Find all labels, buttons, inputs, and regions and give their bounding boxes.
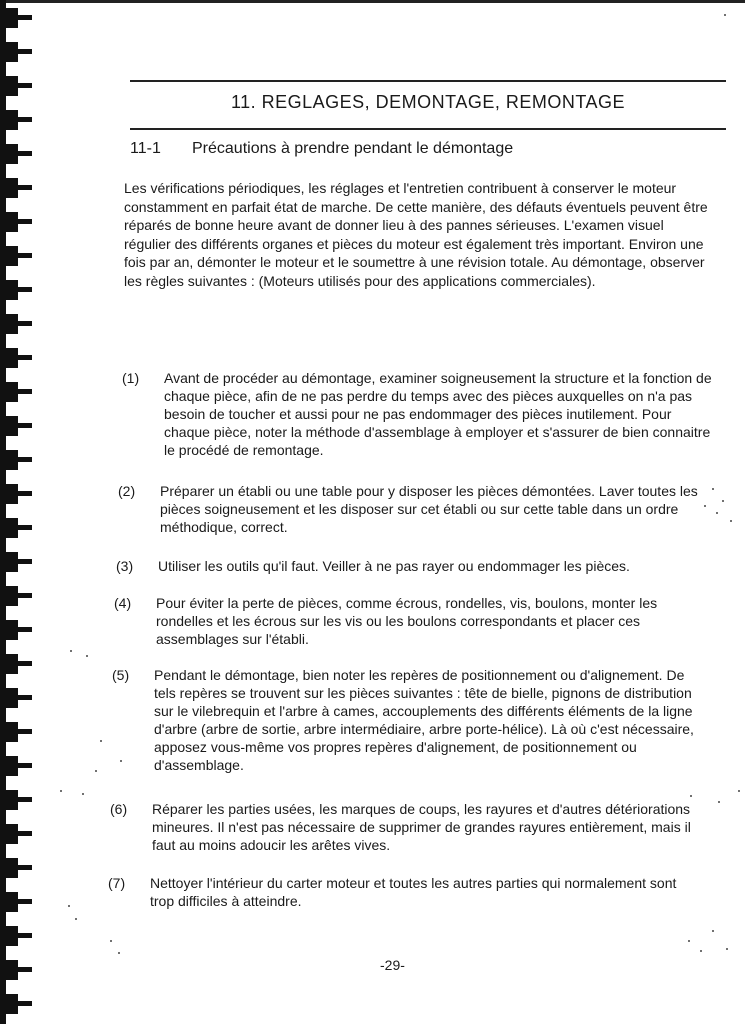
- binding-tab: [0, 654, 18, 674]
- item-number: (1): [122, 370, 140, 386]
- scan-speck: [75, 918, 77, 920]
- binding-tab: [0, 858, 18, 878]
- binding-tab: [0, 790, 18, 810]
- page-number: -29-: [380, 957, 405, 973]
- binding-tab: [0, 722, 18, 742]
- scan-speck: [716, 512, 718, 514]
- item-number: (6): [110, 801, 128, 817]
- binding-tab: [0, 382, 18, 402]
- binding-tab: [0, 892, 18, 912]
- scan-speck: [722, 500, 724, 502]
- item-text: Utiliser les outils qu'il faut. Veiller à ne pas rayer ou endommager les pièces.: [158, 558, 630, 574]
- binding-tab: [0, 178, 18, 198]
- binding-tab: [0, 416, 18, 436]
- scan-speck: [82, 793, 84, 795]
- scan-speck: [120, 760, 122, 762]
- binding-tab: [0, 518, 18, 538]
- scan-speck: [100, 740, 102, 742]
- scan-speck: [712, 488, 714, 490]
- title-rule-bottom: [130, 128, 726, 130]
- section-number: 11-1: [130, 140, 161, 157]
- section-title: Précautions à prendre pendant le démontage: [192, 140, 514, 157]
- scan-speck: [95, 770, 97, 772]
- title-rule-top: [130, 80, 726, 82]
- item-number: (5): [112, 667, 130, 683]
- binding-tab: [0, 926, 18, 946]
- binding-tab: [0, 688, 18, 708]
- comb-binding: [0, 0, 40, 1024]
- item-text: Pour éviter la perte de pièces, comme écrous, rondelles, vis, boulons, monter les rondelles et les écrous sur les vis ou les boulons correspondants et placer ces assemblages sur l'établi.: [156, 595, 658, 647]
- item-number: (4): [114, 595, 132, 611]
- item-text: Avant de procéder au démontage, examiner soigneusement la structure et la fonction de chaque pièce, afin de ne pas perdre du temps avec des pièces auxquelles on n'a pas besoin de toucher et aussi pour ne pas endommager des pièces inutilement. Pour chaque pièce, noter la méthode d'assemblage à employer et s'assurer de bien connaitre le procédé de remontage.: [164, 370, 712, 458]
- binding-tab: [0, 552, 18, 572]
- intro-paragraph: Les vérifications périodiques, les réglages et l'entretien contribuent à conserver le moteur constamment en parfait état de marche. De cette manière, des défauts éventuels peuvent être réparés de bonne heure avant de donner lieu à des pannes sérieuses. L'examen visuel régulier des différents organes et pièces du moteur est également très important. Environ une fois par an, démonter le moteur et le soumettre à une révision totale. Au démontage, observer les règles suivantes : (Moteurs utilisés pour des applications commerciales).: [124, 180, 708, 289]
- scan-speck: [688, 940, 690, 942]
- binding-tab: [0, 8, 18, 28]
- binding-tab: [0, 314, 18, 334]
- scan-speck: [60, 790, 62, 792]
- scan-speck: [86, 655, 88, 657]
- binding-tab: [0, 110, 18, 130]
- binding-tab: [0, 144, 18, 164]
- scan-speck: [690, 795, 692, 797]
- scan-speck: [712, 930, 714, 932]
- binding-tab: [0, 756, 18, 776]
- binding-tab: [0, 42, 18, 62]
- scan-speck: [70, 650, 72, 652]
- page-top-edge: [0, 0, 745, 3]
- scan-speck: [704, 505, 706, 507]
- binding-tab: [0, 348, 18, 368]
- item-text: Nettoyer l'intérieur du carter moteur et toutes les autres parties qui normalement sont trop difficiles à atteindre.: [150, 875, 677, 909]
- binding-tab: [0, 994, 18, 1014]
- item-text: Pendant le démontage, bien noter les repères de positionnement ou d'alignement. De tels repères se trouvent sur les pièces suivantes : tête de bielle, pignons de distribution sur le vilebrequin et l'arbre à cames, accouplements des différents éléments de la ligne d'arbre (arbre de sortie, arbre intermédiaire, arbre porte-hélice). Là où c'est nécessaire, apposez vous-même vos propres repères d'alignement, de positionnement ou d'assemblage.: [154, 667, 694, 773]
- item-number: (2): [118, 483, 136, 499]
- scan-speck: [726, 948, 728, 950]
- item-number: (7): [108, 875, 126, 891]
- binding-tab: [0, 620, 18, 640]
- section-heading: [130, 140, 513, 158]
- binding-tab: [0, 586, 18, 606]
- scan-speck: [68, 905, 70, 907]
- binding-tab: [0, 280, 18, 300]
- binding-tab: [0, 212, 18, 232]
- scan-speck: [718, 801, 720, 803]
- item-text: Préparer un établi ou une table pour y disposer les pièces démontées. Laver toutes les pièces soigneusement et les disposer sur cet établi ou sur cette table dans un ordre méthodique, correct.: [160, 483, 698, 535]
- binding-tab: [0, 824, 18, 844]
- scan-speck: [738, 790, 740, 792]
- item-number: (3): [116, 558, 134, 574]
- binding-tab: [0, 450, 18, 470]
- scan-speck: [730, 520, 732, 522]
- item-text: Réparer les parties usées, les marques de coups, les rayures et d'autres détériorations mineures. Il n'est pas nécessaire de supprimer de grandes rayures entièrement, mais il faut au moins adoucir les arêtes vives.: [152, 801, 691, 853]
- binding-tab: [0, 484, 18, 504]
- scan-speck: [724, 14, 726, 16]
- binding-tab: [0, 960, 18, 980]
- binding-tab: [0, 246, 18, 266]
- binding-tab: [0, 76, 18, 96]
- chapter-title: 11. REGLAGES, DEMONTAGE, REMONTAGE: [230, 92, 626, 112]
- scan-speck: [118, 952, 120, 954]
- scan-speck: [700, 950, 702, 952]
- scan-speck: [110, 940, 112, 942]
